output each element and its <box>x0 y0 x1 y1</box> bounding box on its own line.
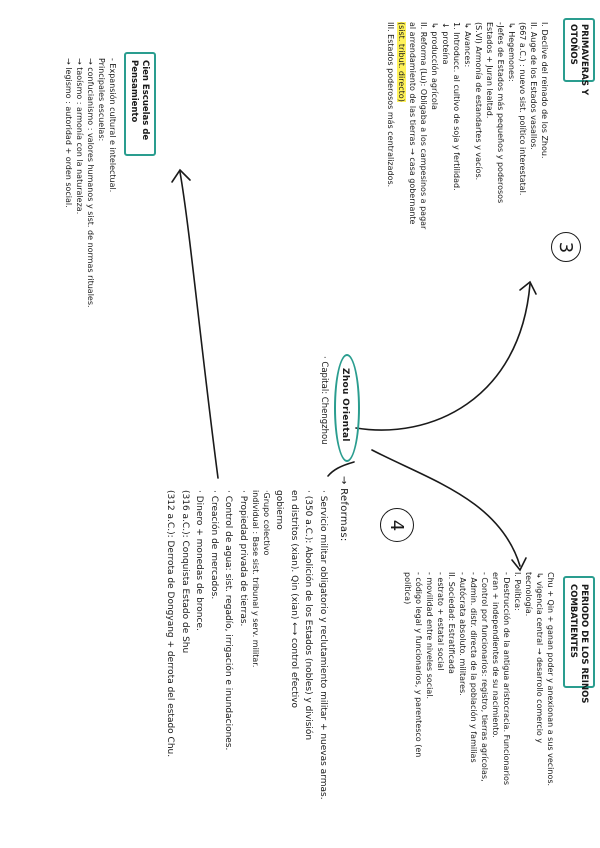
primaveras-body <box>385 22 550 229</box>
reformas-line: (316 a.C.): Conquista Estado de Shu <box>180 490 190 654</box>
reinos-line: - estrato + estatal social <box>436 572 445 671</box>
reinos-title-box <box>563 576 595 704</box>
primaveras-line: -Jefes de Estados más pequeños y poderosos <box>496 22 505 204</box>
primaveras-line: (667 a.C.) : nuevo sist. político interestatal. <box>518 22 527 196</box>
main-capital: · Capital: Chengzhou <box>319 356 329 445</box>
reformas-line: · Creación de mercados. <box>209 490 219 600</box>
escuelas-line: - Expansión cultural e intelectual. <box>108 58 117 193</box>
reformas-number-circle <box>380 508 414 542</box>
reformas-line: ·Grupo colectivo <box>262 490 271 556</box>
primaveras-number: 3 <box>555 241 577 253</box>
escuelas-line: → taoísmo : armonía con la naturaleza. <box>75 58 84 215</box>
primaveras-line: ↳ Hegemones: <box>507 22 516 82</box>
reformas-line: (312 a.C.): Derrota de Dongyang + derrota del estado Chu. <box>165 490 176 758</box>
reinos-line: - código legal y funcionarios, y parentesco (en <box>414 572 423 758</box>
reinos-body <box>402 572 556 786</box>
arrow-to-primaveras-head <box>520 282 536 294</box>
primaveras-number-circle <box>551 232 581 262</box>
escuelas-title-box <box>124 52 156 156</box>
highlight-mark: (sist. tribut. directo) <box>397 22 406 102</box>
escuelas-body <box>63 58 118 308</box>
reformas-line: · (350 a.C.): Abolición de los Estados (nobles) y división <box>303 490 314 741</box>
primaveras-line: II. Auge de los Estados vasallos. <box>529 22 538 150</box>
reformas-number: 4 <box>386 519 408 531</box>
reinos-line: - Admin. distr. directa de la población y familias <box>469 572 478 763</box>
main-title: Zhou Oriental <box>340 368 350 442</box>
escuelas-line: → legismo : autoridad + orden social. <box>64 58 73 208</box>
reformas-body <box>163 490 330 800</box>
primaveras-line: 1. Introducc. al cultivo de soja y fertilidad. <box>452 22 461 191</box>
arrow-to-primaveras <box>356 284 530 430</box>
reformas-title: → Reformas: <box>338 476 349 542</box>
escuelas-title-1: Cien Escuelas de <box>140 60 150 141</box>
escuelas-line: → confucianismo : valores humanos y sist. de normas rituales. <box>86 58 95 308</box>
primaveras-title-2: OTOÑOS <box>568 24 578 65</box>
reformas-line: individual : Base sist. tribunal y serv. militar. <box>251 490 260 668</box>
primaveras-line: (S.VI) Armonía de estandartes y vacíos. <box>474 22 483 181</box>
reinos-line: política) <box>403 572 412 605</box>
reinos-line: - Control por funcionarios: registro, tierras agrícolas, <box>480 572 489 782</box>
reinos-line: tecnología. <box>524 572 533 617</box>
reformas-line: en distritos (xian). Qin (xian) ⟷ control efectivo <box>289 490 299 709</box>
primaveras-line: III. Estados poderosos más centralizados. <box>386 22 395 188</box>
reformas-line: · Control de agua: sist. regadío, irrigación e inundaciones. <box>223 490 234 751</box>
reinos-line: I. Política: <box>513 572 522 611</box>
reinos-line: - Autócrata absoluto. militares. <box>458 572 467 696</box>
arrow-to-escuelas <box>180 172 218 478</box>
primaveras-line-highlighted <box>396 22 407 229</box>
reinos-title-2: COMBATIENTES <box>568 584 578 658</box>
primaveras-line: al arrendamiento de las tierras → casa gobernante <box>408 22 417 225</box>
primaveras-title-box <box>563 18 595 96</box>
reinos-line: Chu + Qin + ganan poder y anexionan a sus vecinos. <box>546 572 555 787</box>
reformas-line: · Servicio militar obligatorio y reclutamiento militar + nuevas armas. <box>318 490 328 800</box>
primaveras-title-1: PRIMAVERAS Y <box>579 24 589 96</box>
primaveras-line: ↳ Avances: <box>463 22 472 68</box>
reformas-line: · Propiedad privada de tierras. <box>238 490 248 627</box>
reformas-line: gobierno <box>274 490 285 530</box>
reinos-line: - movilidad entre niveles social. <box>425 572 434 699</box>
reformas-line: · Dinero + monedas de bronce. <box>194 490 205 631</box>
reinos-line: II. Sociedad: Estratificada <box>447 572 456 674</box>
primaveras-line: ↓ proteína <box>441 22 450 65</box>
primaveras-line: Estados + Juran lealtad. <box>485 22 494 119</box>
primaveras-line: I. Declive del reinado de los Zhou. <box>540 22 549 159</box>
primaveras-line: II. Reforma (Lu): Obligaba a los campesinos a pagar <box>419 22 428 230</box>
arrow-to-reformas <box>328 462 354 476</box>
escuelas-line: Principales escuelas: <box>97 58 106 142</box>
reinos-line: eran + independientes de su nacimiento. <box>491 572 500 738</box>
escuelas-title-2: Pensamiento <box>129 60 139 123</box>
reinos-title-1: PERIODO DE LOS REINOS <box>579 584 589 704</box>
reinos-line: - Destrucción de la antigua aristocracia. Funcionarios <box>502 572 511 786</box>
primaveras-line: ↳ producción agrícola <box>430 22 439 110</box>
reinos-line: ↳ vigencia central → desarrollo comercio y <box>535 572 544 744</box>
